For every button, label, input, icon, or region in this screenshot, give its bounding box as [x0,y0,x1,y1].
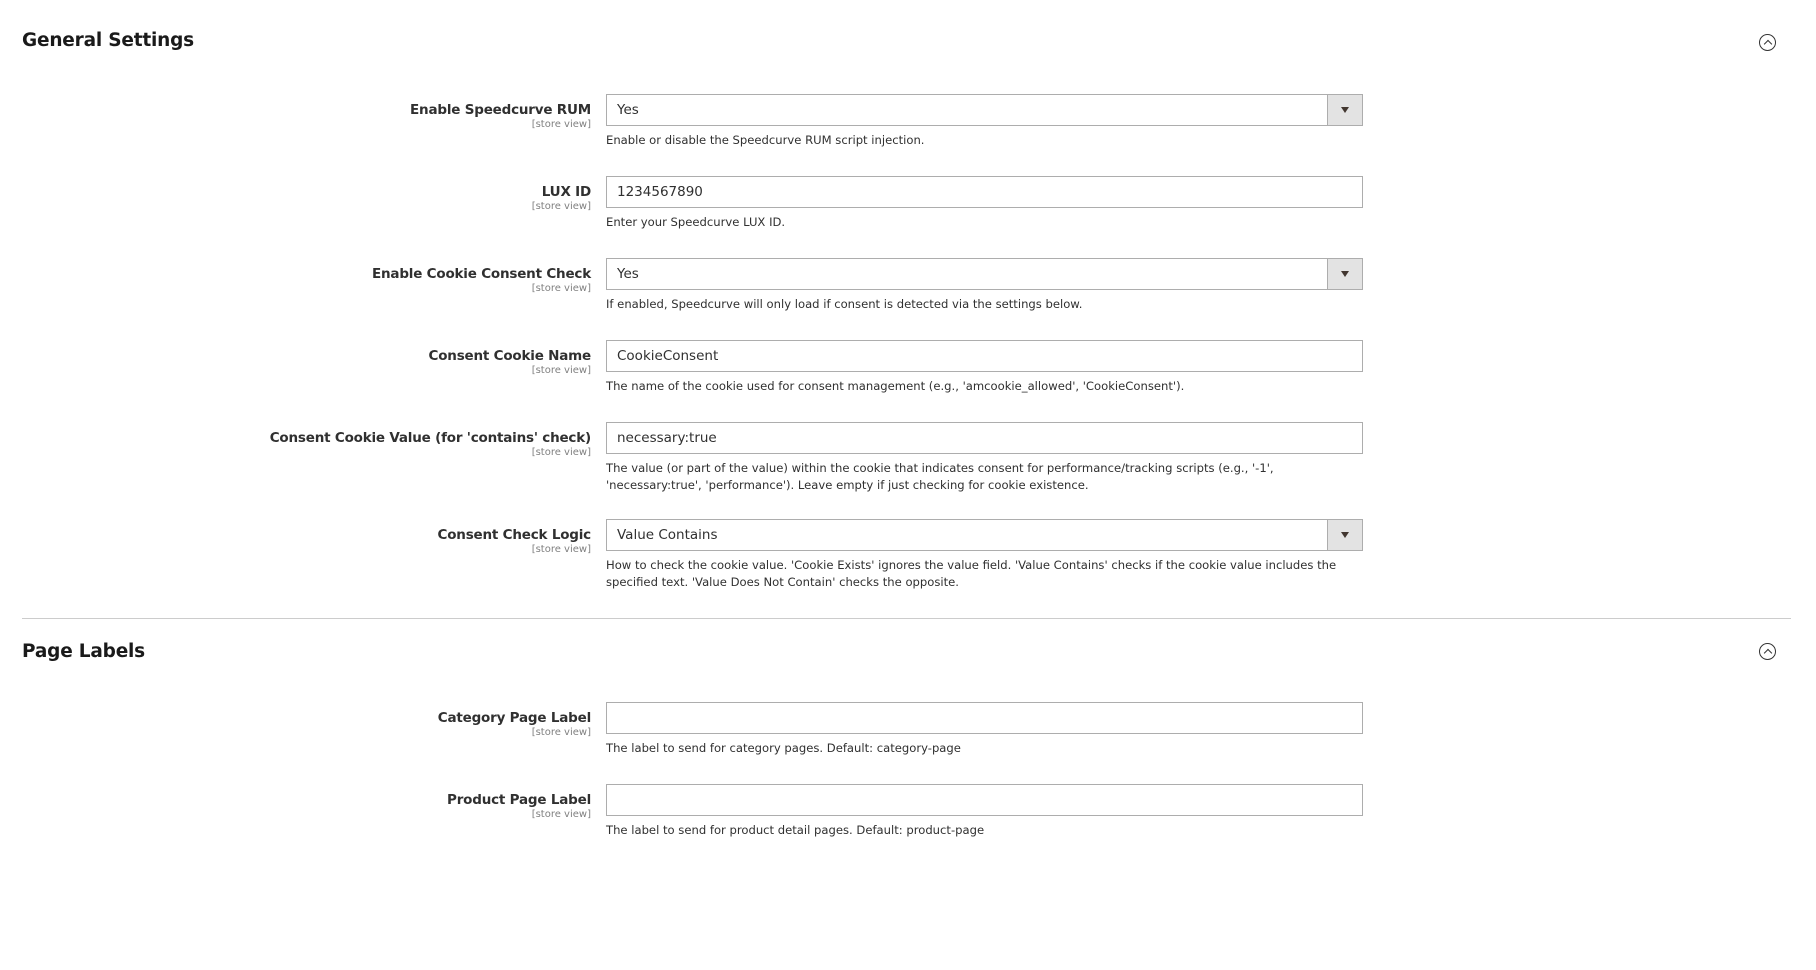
field-label: Category Page Label [437,710,591,726]
lux-id-input[interactable]: 1234567890 [606,176,1363,208]
field-scope: [store view] [531,447,591,458]
field-label: Consent Cookie Name [428,348,591,364]
field-help: How to check the cookie value. 'Cookie Exists' ignores the value field. 'Value Contains' checks if the cookie value includes the specified text. 'Value Does Not Contain' checks the opposite. [606,558,1337,589]
enable-cookie-consent-check-select[interactable] [606,258,1363,290]
product-page-label-input[interactable] [606,784,1363,816]
field-scope: [store view] [531,119,591,130]
field-help: The label to send for product detail pages. Default: product-page [606,823,985,837]
section-title[interactable]: Page Labels [22,641,145,662]
field-scope: [store view] [531,544,591,555]
field-label: Consent Cookie Value (for 'contains' check) [269,430,591,446]
field-scope: [store view] [531,283,591,294]
dropdown-arrow-icon[interactable] [1327,259,1362,289]
section-title[interactable]: General Settings [22,30,194,51]
field-help: The value (or part of the value) within the cookie that indicates consent for performance/tracking scripts (e.g., '-1', 'necessary:true', 'performance'). Leave empty if just checking for cookie existence. [606,461,1274,492]
field-label: Enable Speedcurve RUM [410,102,591,118]
consent-cookie-name-input[interactable]: CookieConsent [606,340,1363,372]
field-scope: [store view] [531,365,591,376]
select-value: Yes [617,266,639,282]
field-scope: [store view] [531,201,591,212]
dropdown-arrow-icon[interactable] [1327,95,1362,125]
consent-cookie-value-input[interactable]: necessary:true [606,422,1363,454]
consent-check-logic-select[interactable] [606,519,1363,551]
select-value: Value Contains [617,527,718,543]
field-label: Consent Check Logic [437,527,591,543]
select-value: Yes [617,102,639,118]
field-help: Enter your Speedcurve LUX ID. [606,215,786,229]
field-help: Enable or disable the Speedcurve RUM script injection. [606,133,925,147]
field-help: The name of the cookie used for consent management (e.g., 'amcookie_allowed', 'CookieConsent'). [606,379,1185,393]
category-page-label-input[interactable] [606,702,1363,734]
section-divider [22,618,1791,619]
dropdown-arrow-icon[interactable] [1327,520,1362,550]
field-scope: [store view] [531,809,591,820]
field-help: The label to send for category pages. Default: category-page [606,741,961,755]
field-help: If enabled, Speedcurve will only load if consent is detected via the settings below. [606,297,1083,311]
field-label: Enable Cookie Consent Check [371,266,591,282]
field-scope: [store view] [531,727,591,738]
enable-speedcurve-rum-select[interactable] [606,94,1363,126]
chevron-up-circle-icon[interactable] [1759,34,1776,51]
field-label: LUX ID [541,184,591,200]
field-label: Product Page Label [447,792,591,808]
chevron-up-circle-icon[interactable] [1759,643,1776,660]
